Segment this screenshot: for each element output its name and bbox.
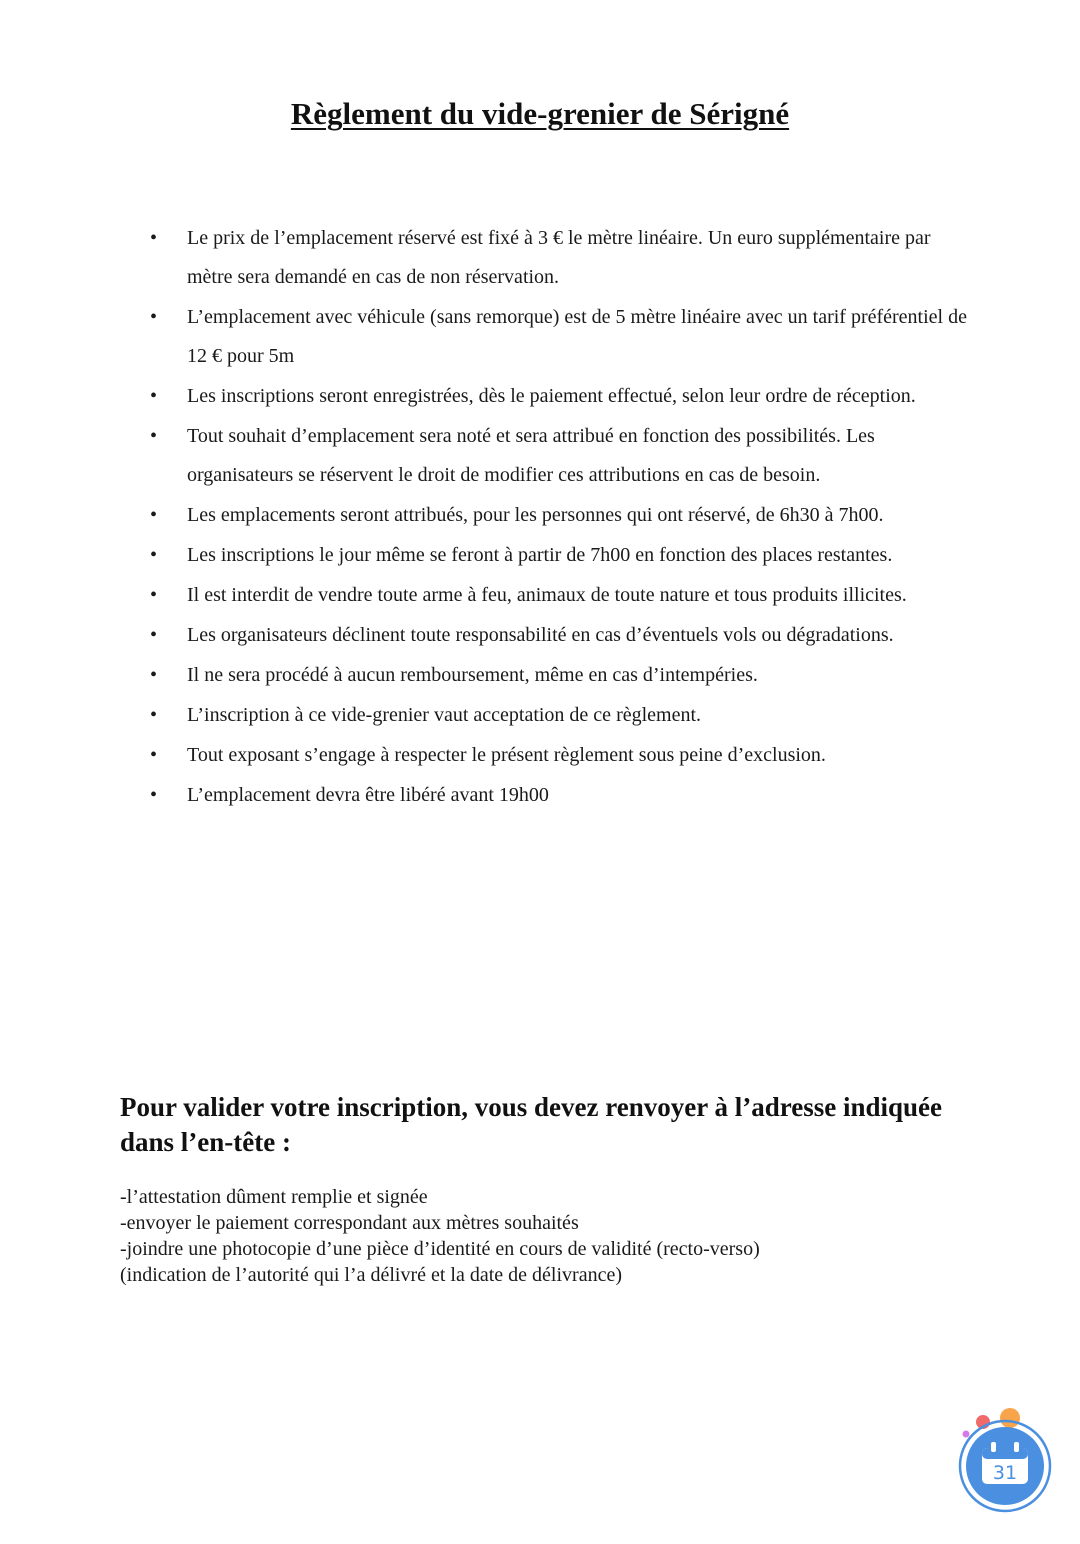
- bullet-icon: •: [150, 504, 158, 526]
- calendar-day: 31: [992, 1462, 1018, 1484]
- requirement-item: -envoyer le paiement correspondant aux mètres souhaités: [120, 1212, 579, 1234]
- calendar-icon: [954, 1404, 1054, 1514]
- rule-text: Les inscriptions le jour même se feront à partir de 7h00 en fonction des places restantes.: [187, 544, 893, 566]
- rule-text: Le prix de l’emplacement réservé est fixé à 3 € le mètre linéaire. Un euro supplémentaire par mètre sera demandé en cas de non réservation.: [187, 227, 931, 288]
- bullet-icon: •: [150, 544, 158, 566]
- bullet-icon: •: [150, 425, 158, 447]
- rules-list: [120, 219, 970, 816]
- bullet-icon: •: [150, 664, 158, 686]
- bullet-icon: •: [150, 744, 158, 766]
- rule-item: [120, 496, 970, 535]
- bullet-icon: •: [150, 584, 158, 606]
- rule-text: L’emplacement devra être libéré avant 19h00: [187, 784, 549, 806]
- rule-text: Les inscriptions seront enregistrées, dès le paiement effectué, selon leur ordre de réception.: [187, 385, 916, 407]
- bullet-icon: •: [150, 784, 158, 806]
- rule-item: [120, 696, 970, 735]
- rule-text: Il est interdit de vendre toute arme à feu, animaux de toute nature et tous produits illicites.: [187, 584, 907, 606]
- page-title: Règlement du vide-grenier de Sérigné: [290, 96, 790, 131]
- requirement-item: (indication de l’autorité qui l’a délivré et la date de délivrance): [120, 1264, 622, 1286]
- rule-item: [120, 736, 970, 775]
- rule-text: Il ne sera procédé à aucun remboursement, même en cas d’intempéries.: [187, 664, 758, 686]
- bullet-icon: •: [150, 704, 158, 726]
- requirement-item: -l’attestation dûment remplie et signée: [120, 1186, 428, 1208]
- validation-heading: Pour valider votre inscription, vous devez renvoyer à l’adresse indiquée dans l’en-tête :: [120, 1092, 942, 1157]
- rule-text: Tout exposant s’engage à respecter le présent règlement sous peine d’exclusion.: [187, 744, 826, 766]
- rule-text: L’emplacement avec véhicule (sans remorque) est de 5 mètre linéaire avec un tarif préférentiel de 12 € pour 5m: [187, 306, 967, 367]
- rule-item: [120, 776, 970, 815]
- calendar-widget-button[interactable]: [954, 1404, 1054, 1514]
- rule-item: [120, 536, 970, 575]
- rule-item: [120, 576, 970, 615]
- rule-item: [120, 219, 970, 297]
- bullet-icon: •: [150, 385, 158, 407]
- rule-text: Tout souhait d’emplacement sera noté et sera attribué en fonction des possibilités. Les organisateurs se réservent le droit de modifier ces attributions en cas de besoin.: [187, 425, 875, 486]
- bullet-icon: •: [150, 624, 158, 646]
- rule-item: [120, 656, 970, 695]
- rule-item: [120, 298, 970, 376]
- rule-item: [120, 616, 970, 655]
- bullet-icon: •: [150, 306, 158, 328]
- requirement-item: -joindre une photocopie d’une pièce d’identité en cours de validité (recto-verso): [120, 1238, 760, 1260]
- rule-text: Les organisateurs déclinent toute responsabilité en cas d’éventuels vols ou dégradations.: [187, 624, 894, 646]
- bullet-icon: •: [150, 227, 158, 249]
- rule-text: Les emplacements seront attribués, pour les personnes qui ont réservé, de 6h30 à 7h00.: [187, 504, 884, 526]
- rule-item: [120, 417, 970, 495]
- rule-text: L’inscription à ce vide-grenier vaut acceptation de ce règlement.: [187, 704, 702, 726]
- requirements-list: [120, 1184, 980, 1288]
- rule-item: [120, 377, 970, 416]
